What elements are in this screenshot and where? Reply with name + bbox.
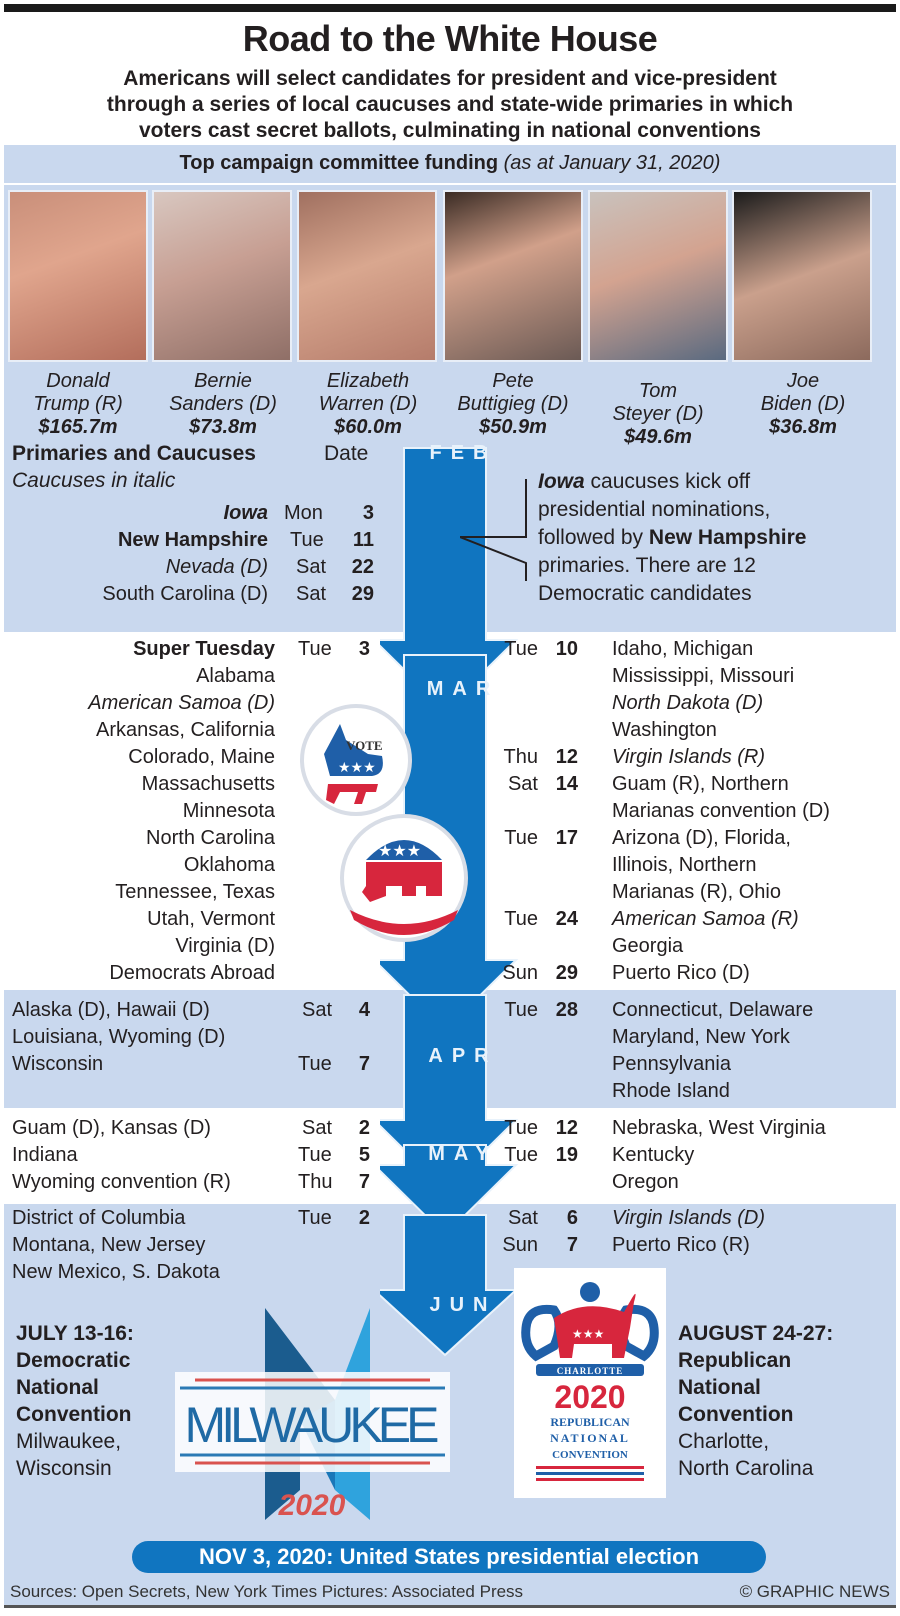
candidate-amount: $165.7m <box>38 416 118 438</box>
super-tuesday-label: Super Tuesday <box>133 638 275 660</box>
note-text: caucuses kick off <box>584 470 751 493</box>
day: Sat <box>302 1117 333 1139</box>
state: Guam (R), Northern <box>612 773 789 795</box>
month-may: MAY <box>428 1143 498 1165</box>
day: Sun <box>502 1234 538 1256</box>
state: Oregon <box>612 1171 679 1193</box>
candidate-sanders <box>148 370 298 439</box>
candidate-first: Pete <box>492 370 534 392</box>
state: Arizona (D), Florida, <box>612 827 791 849</box>
state: Tennessee, Texas <box>115 881 275 903</box>
svg-text:MILWAUKEE: MILWAUKEE <box>184 1397 440 1453</box>
feb-note <box>538 468 888 608</box>
state: Mississippi, Missouri <box>612 665 795 687</box>
rnc-logo <box>514 1268 666 1498</box>
day: Tue <box>298 1053 332 1075</box>
state: Connecticut, Delaware <box>612 999 814 1021</box>
rnc-location: Charlotte, <box>678 1430 770 1453</box>
dnc-location: Wisconsin <box>16 1457 112 1480</box>
month-apr: APR <box>428 1045 498 1067</box>
date: 17 <box>555 827 578 849</box>
day: Sat <box>302 999 333 1021</box>
charlotte-2020-logo-icon <box>514 1268 666 1498</box>
candidate-biden <box>728 370 878 439</box>
candidate-steyer <box>583 380 733 449</box>
svg-text:★★★: ★★★ <box>572 1327 605 1341</box>
day: Tue <box>504 827 538 849</box>
sources: Sources: Open Secrets, New York Times Pictures: Associated Press <box>10 1582 524 1601</box>
state: New Mexico, S. Dakota <box>12 1261 220 1283</box>
state: Louisiana, Wyoming (D) <box>12 1026 226 1048</box>
date: 10 <box>555 638 578 660</box>
state: Virgin Islands (R) <box>612 746 766 768</box>
svg-text:★★★: ★★★ <box>338 759 376 775</box>
candidate-last: Buttigieg (D) <box>457 393 569 415</box>
state: Kentucky <box>612 1144 695 1166</box>
date: 7 <box>358 1171 370 1193</box>
page-subtitle <box>20 66 880 144</box>
state: Minnesota <box>182 800 275 822</box>
candidate-last: Biden (D) <box>760 393 846 415</box>
date: 12 <box>555 746 578 768</box>
svg-text:★★★: ★★★ <box>378 843 422 860</box>
candidate-trump <box>3 370 153 439</box>
day: Thu <box>503 746 538 768</box>
state: Puerto Rico (R) <box>612 1234 750 1256</box>
date: 3 <box>358 638 370 660</box>
rnc-name: Convention <box>678 1403 794 1426</box>
photo-sanders <box>152 190 292 362</box>
date: 19 <box>555 1144 578 1166</box>
day: Tue <box>298 1207 332 1229</box>
rnc-dates: AUGUST 24-27: <box>678 1322 834 1345</box>
date: 6 <box>566 1207 578 1229</box>
state: Pennsylvania <box>612 1053 731 1075</box>
note-bold: New Hampshire <box>648 526 807 549</box>
note-text: followed by <box>538 526 649 549</box>
state: Wisconsin <box>12 1053 104 1075</box>
date: 7 <box>358 1053 370 1075</box>
state: New Hampshire <box>117 529 268 551</box>
state: Georgia <box>612 935 684 957</box>
month-feb: FEB <box>429 442 497 464</box>
funding-note: (as at January 31, 2020) <box>503 152 721 174</box>
funding-title-text: Top campaign committee funding <box>179 152 499 174</box>
top-rule <box>4 4 896 12</box>
svg-text:VOTE: VOTE <box>346 738 383 753</box>
schedule-heading: Primaries and Caucuses <box>12 442 256 465</box>
rnc-name: National <box>678 1376 761 1399</box>
funding-title <box>0 152 900 175</box>
day: Tue <box>504 1117 538 1139</box>
note-text: primaries. There are 12 <box>538 554 756 577</box>
rnc-location: North Carolina <box>678 1457 814 1480</box>
state: Alabama <box>196 665 275 687</box>
photo-buttigieg <box>443 190 583 362</box>
state: Massachusetts <box>141 773 275 795</box>
state: Indiana <box>12 1144 78 1166</box>
candidate-amount: $50.9m <box>479 416 547 438</box>
candidate-amount: $73.8m <box>189 416 257 438</box>
state: Utah, Vermont <box>147 908 275 930</box>
subtitle-line: through a series of local caucuses and state-wide primaries in which <box>106 93 794 116</box>
dnc-name: National <box>16 1376 99 1399</box>
state: Alaska (D), Hawaii (D) <box>12 999 210 1021</box>
day: Tue <box>298 638 332 660</box>
state: Wyoming convention (R) <box>12 1171 231 1193</box>
candidate-buttigieg <box>438 370 588 439</box>
state: Oklahoma <box>183 854 275 876</box>
svg-text:2020: 2020 <box>554 1379 626 1415</box>
state: South Carolina (D) <box>102 583 268 605</box>
page-title: Road to the White House <box>242 18 658 59</box>
candidate-first: Joe <box>786 370 820 392</box>
day: Mon <box>284 502 323 524</box>
candidate-last: Warren (D) <box>318 393 418 415</box>
rnc-name: Republican <box>678 1349 792 1372</box>
day: Sun <box>502 962 538 984</box>
date: 12 <box>555 1117 578 1139</box>
state: Arkansas, California <box>96 719 275 741</box>
note-lead: Iowa <box>538 470 585 493</box>
state: Idaho, Michigan <box>612 638 754 660</box>
state: Washington <box>612 719 717 741</box>
election-banner: NOV 3, 2020: United States presidential election <box>132 1541 766 1573</box>
caucus-legend: Caucuses in italic <box>12 469 176 492</box>
subtitle-line: voters cast secret ballots, culminating in national conventions <box>139 119 761 142</box>
svg-text:CHARLOTTE: CHARLOTTE <box>556 1366 624 1376</box>
state: Virgin Islands (D) <box>612 1207 766 1229</box>
state: Maryland, New York <box>612 1026 790 1048</box>
candidate-last: Trump (R) <box>33 393 123 415</box>
state: Guam (D), Kansas (D) <box>12 1117 211 1139</box>
date: 4 <box>358 999 370 1021</box>
day: Sat <box>507 1207 538 1229</box>
month-mar: MAR <box>426 678 500 700</box>
bottom-rule <box>4 1605 896 1608</box>
subtitle-line: Americans will select candidates for president and vice-president <box>123 67 777 90</box>
date: 24 <box>555 908 578 930</box>
month-jun: JUN <box>429 1294 497 1316</box>
dnc-name: Convention <box>16 1403 132 1426</box>
date: 29 <box>351 583 374 605</box>
state: Puerto Rico (D) <box>612 962 750 984</box>
photo-steyer <box>588 190 728 362</box>
state: District of Columbia <box>12 1207 186 1229</box>
date: 5 <box>358 1144 370 1166</box>
day: Sat <box>296 583 327 605</box>
date: 29 <box>555 962 578 984</box>
day: Sat <box>507 773 538 795</box>
state: Democrats Abroad <box>109 962 275 984</box>
candidate-first: Elizabeth <box>326 370 410 392</box>
state: Illinois, Northern <box>612 854 757 876</box>
candidate-amount: $36.8m <box>769 416 837 438</box>
state: Colorado, Maine <box>128 746 275 768</box>
day: Tue <box>504 999 538 1021</box>
state: Marianas (R), Ohio <box>612 881 781 903</box>
day: Tue <box>290 529 324 551</box>
state: Marianas convention (D) <box>612 800 830 822</box>
state: Nebraska, West Virginia <box>612 1117 826 1139</box>
svg-text:NATIONAL: NATIONAL <box>550 1431 630 1445</box>
dnc-location: Milwaukee, <box>16 1430 122 1453</box>
candidate-warren <box>293 370 443 439</box>
photo-trump <box>8 190 148 362</box>
state: Virginia (D) <box>175 935 275 957</box>
day: Tue <box>504 1144 538 1166</box>
note-text: Democratic candidates <box>538 582 752 605</box>
day: Sat <box>296 556 327 578</box>
date: 7 <box>566 1234 578 1256</box>
date: 2 <box>358 1117 370 1139</box>
svg-text:2020: 2020 <box>278 1489 346 1522</box>
date: 22 <box>351 556 374 578</box>
state: North Carolina <box>146 827 275 849</box>
state: Montana, New Jersey <box>12 1234 206 1256</box>
dnc-dates: JULY 13-16: <box>16 1322 134 1345</box>
photo-warren <box>297 190 437 362</box>
svg-text:CONVENTION: CONVENTION <box>552 1449 628 1461</box>
milwaukee-2020-logo-icon <box>175 1290 450 1530</box>
note-text: presidential nominations, <box>538 498 771 521</box>
callout-bracket <box>460 475 530 585</box>
state: Nevada (D) <box>165 556 268 578</box>
dnc-name: Democratic <box>16 1349 131 1372</box>
state: North Dakota (D) <box>612 692 764 714</box>
date: 2 <box>358 1207 370 1229</box>
candidate-amount: $60.0m <box>334 416 402 438</box>
day: Tue <box>298 1144 332 1166</box>
candidate-first: Tom <box>638 380 678 402</box>
day: Tue <box>504 908 538 930</box>
state: American Samoa (R) <box>612 908 799 930</box>
state: American Samoa (D) <box>88 692 275 714</box>
day: Thu <box>298 1171 333 1193</box>
svg-text:REPUBLICAN: REPUBLICAN <box>550 1415 630 1429</box>
democrat-vote-badge-icon <box>296 700 416 820</box>
candidate-last: Steyer (D) <box>612 403 704 425</box>
candidate-amount: $49.6m <box>624 426 692 448</box>
candidate-first: Donald <box>46 370 110 392</box>
date-heading: Date <box>324 442 369 465</box>
day: Tue <box>504 638 538 660</box>
date: 14 <box>555 773 578 795</box>
candidate-first: Bernie <box>194 370 252 392</box>
date: 3 <box>362 502 374 524</box>
republican-elephant-badge-icon <box>336 810 472 946</box>
photo-biden <box>732 190 872 362</box>
date: 28 <box>555 999 578 1021</box>
state: Iowa <box>223 502 268 524</box>
candidate-last: Sanders (D) <box>169 393 277 415</box>
date: 11 <box>352 529 374 551</box>
state: Rhode Island <box>612 1080 730 1102</box>
credit: © GRAPHIC NEWS <box>739 1582 890 1601</box>
